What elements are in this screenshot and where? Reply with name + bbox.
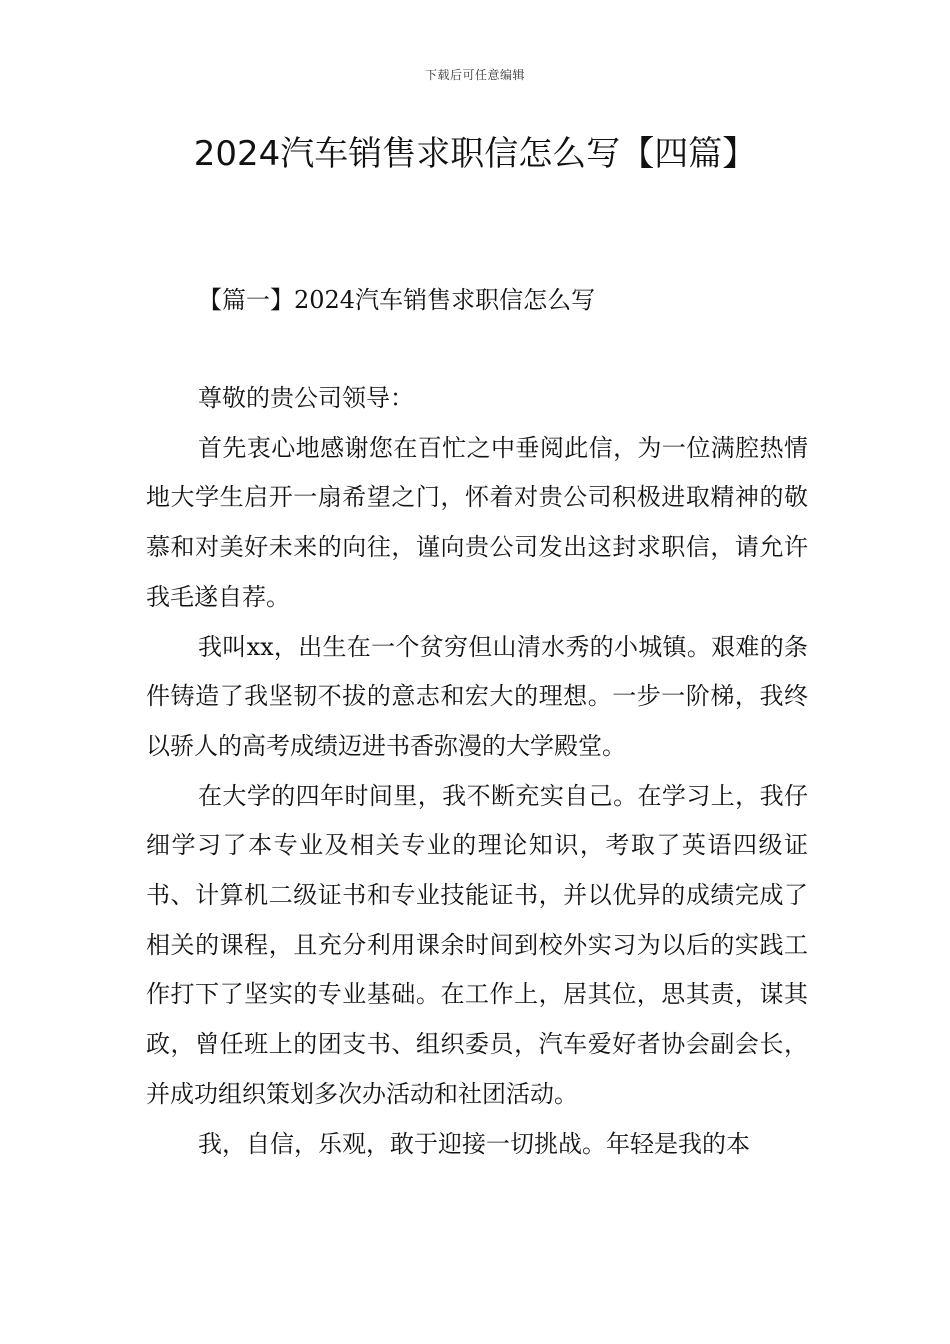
salutation: 尊敬的贵公司领导： xyxy=(198,384,414,412)
paragraph: 我叫xx，出生在一个贫穷但山清水秀的小城镇。艰难的条件铸造了我坚韧不拔的意志和宏大的理想。一步一阶梯，我终以骄人的高考成绩迈进书香弥漫的大学殿堂。 xyxy=(146,632,808,760)
paragraph: 在大学的四年时间里，我不断充实自己。在学习上，我仔细学习了本专业及相关专业的理论知识，考取了英语四级证书、计算机二级证书和专业技能证书，并以优异的成绩完成了相关的课程，且充分利用课余时间到校外实习为以后的实践工作打下了坚实的专业基础。在工作上，居其位，思其责，谋其政，曾任班上的团支书、组织委员，汽车爱好者协会副会长，并成功组织策划多次办活动和社团活动。 xyxy=(146,781,808,1108)
header-note: 下载后可任意编辑 xyxy=(424,68,525,82)
paragraph: 首先衷心地感谢您在百忙之中垂阅此信，为一位满腔热情地大学生启开一扇希望之门，怀着对贵公司积极进取精神的敬慕和对美好未来的向往，谨向贵公司发出这封求职信，请允许我毛遂自荐。 xyxy=(146,433,808,611)
document-title: 2024汽车销售求职信怎么写【四篇】 xyxy=(193,134,757,174)
section-heading: 【篇一】2024汽车销售求职信怎么写 xyxy=(198,286,596,314)
body-text xyxy=(146,374,808,1169)
paragraph: 我，自信，乐观，敢于迎接一切挑战。年轻是我的本 xyxy=(198,1129,750,1158)
